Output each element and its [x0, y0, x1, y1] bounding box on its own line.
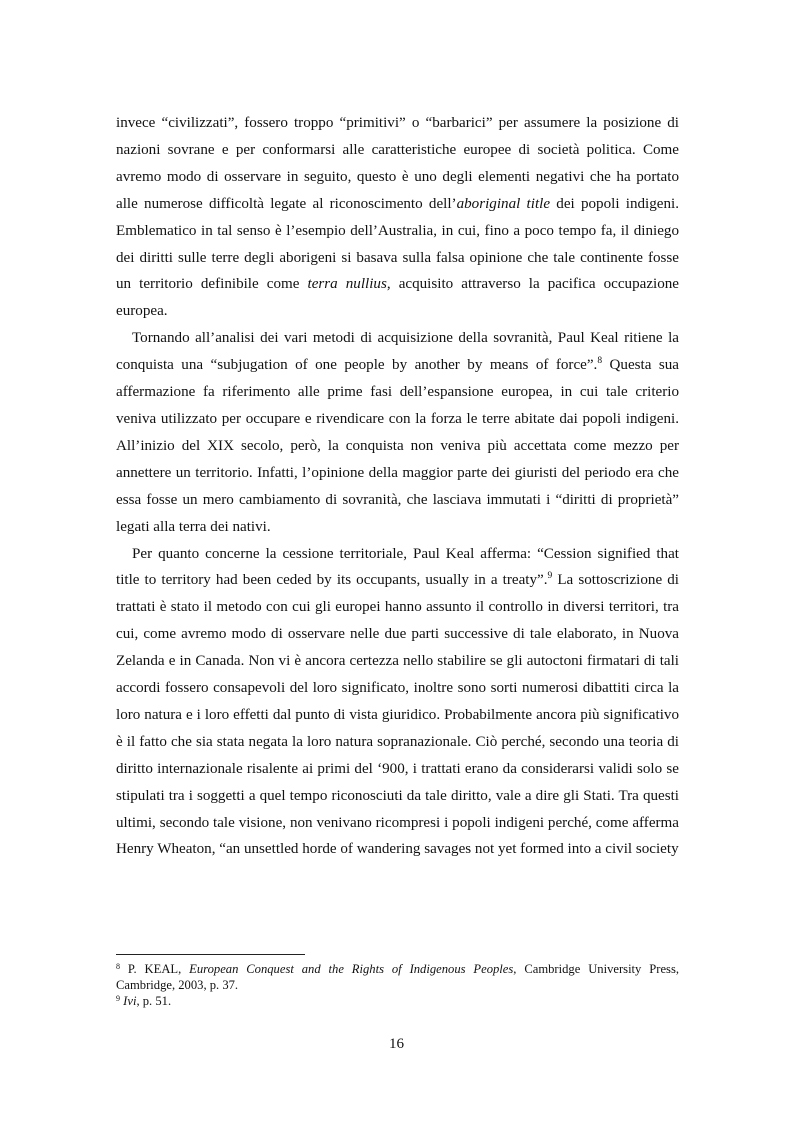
footnote-text: , p. 51. — [136, 993, 172, 1008]
paragraph-1-text-a: invece “civilizzati”, fossero troppo “primitivi” o “barbarici” per assumere la posizione di nazioni sovrane e per conformarsi alle caratteristiche europee di società politica. Come avremo modo di osservare in seguito, questo è uno degli elementi negativi che ha portato alle numerose difficoltà legate al riconoscimento dell’ — [116, 115, 679, 212]
footnote-ivi-italic: Ivi — [123, 993, 137, 1008]
footnote-title-italic: European Conquest and the Rights of Indigenous Peoples — [189, 962, 514, 976]
footnote-separator — [116, 954, 305, 955]
footnote-number: 9 — [116, 993, 120, 1003]
footnote-8 — [116, 962, 679, 994]
paragraph-1-text-c: , acquisito attraverso la pacifica occupazione europea. — [116, 276, 680, 320]
paragraph-1 — [116, 110, 679, 325]
paragraph-1-italic-aboriginal-title: aboriginal title — [456, 195, 551, 212]
footnote-ref-9[interactable]: 9 — [547, 571, 553, 582]
paragraph-3-text-b: La sottoscrizione di trattati è stato il metodo con cui gli europei hanno assunto il controllo in diversi territori, tra cui, come avremo modo di osservare nelle due parti successive di tale elaborato, in Nuova Zelanda e in Canada. Non vi è ancora certezza nello stabilire se gli autoctoni firmatari di tali accordi fossero consapevoli del loro significato, inoltre sono sorti numerosi dibattiti circa la loro natura e i loro effetti dal punto di vista giuridico. Probabilmente ancora più significativo è il fatto che sia stata negata la loro natura sopranazionale. Ciò perché, secondo una teoria di diritto internazionale risalente ai primi del ‘900, i trattati erano da considerarsi validi solo se stipulati tra i soggetti a quel tempo riconosciuti da tale diritto, vale a dire gli Stati. Tra questi ultimi, secondo tale visione, non venivano ricompresi i popoli indigeni perché, come afferma Henry Wheaton, “an unsettled horde of wandering savages not yet formed into a civil society — [116, 572, 679, 858]
footnote-ref-8[interactable]: 8 — [597, 356, 603, 367]
footnote-text: P. KEAL, — [120, 962, 190, 976]
paragraph-2-text-a: Tornando all’analisi dei vari metodi di acquisizione della sovranità, Paul Keal ritiene la conquista una “subjugation of one people by another by means of force”. — [116, 330, 679, 374]
paragraph-1-italic-terra-nullius: terra nullius — [307, 276, 387, 293]
paragraph-2-text-b: Questa sua affermazione fa riferimento alle prime fasi dell’espansione europea, in cui tale criterio veniva utilizzato per occupare e rivendicare con la forza le terre abitate dai popoli indigeni. All’inizio del XIX secolo, però, la conquista non veniva più accettata come mezzo per annettere un territorio. Infatti, l’opinione della maggior parte dei giuristi del periodo era che essa fosse un mero cambiamento di sovranità, che lasciava immutati i “diritti di proprietà” legati alla terra dei nativi. — [116, 357, 679, 535]
paragraph-1-text-b: dei popoli indigeni. Emblematico in tal senso è l’esempio dell’Australia, in cui, fino a poco tempo fa, il diniego dei diritti sulle terre degli aborigeni si basava sulla falsa opinione che tale continente fosse un territorio definibile come — [116, 195, 679, 293]
footnotes — [116, 962, 679, 1009]
footnote-text: , Cambridge University Press, Cambridge, 2003, p. 37. — [116, 962, 679, 992]
footnote-9 — [116, 994, 679, 1010]
paragraph-3 — [116, 541, 679, 864]
page-number: 16 — [388, 1036, 405, 1052]
paragraph-2 — [116, 325, 679, 540]
paragraph-3-text-a: Per quanto concerne la cessione territoriale, Paul Keal afferma: “Cession signified that title to territory had been ceded by its occupants, usually in a treaty”. — [116, 545, 679, 589]
footnote-number: 8 — [116, 962, 120, 971]
page-body — [116, 110, 679, 863]
